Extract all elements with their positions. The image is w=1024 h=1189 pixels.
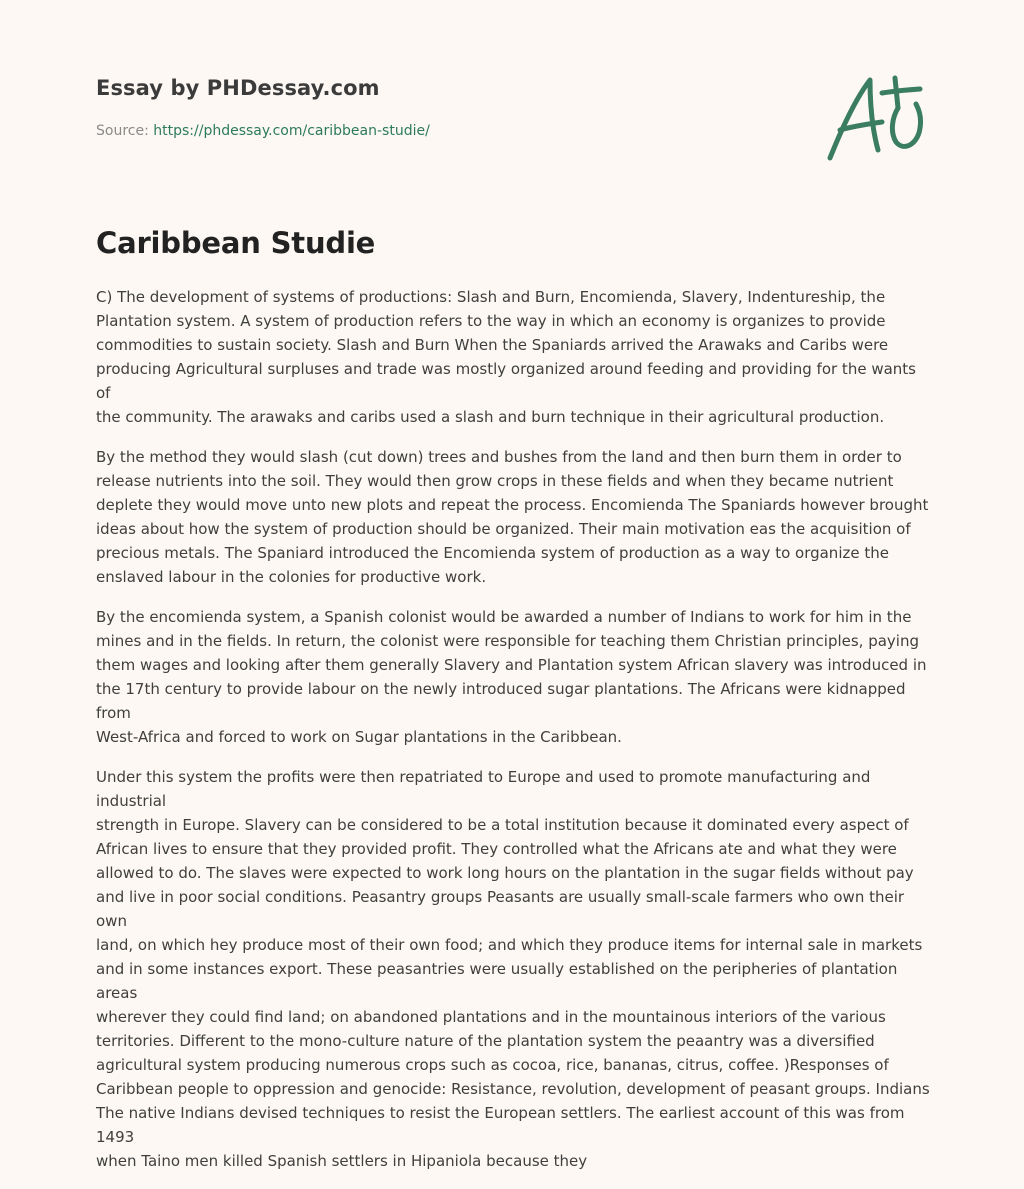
paragraph: C) The development of systems of productions: Slash and Burn, Encomienda, Slavery, Indentureship, the Plantation system. A system of production refers to the way in which an economy is organizes to provide commodities to sustain society. Slash and Burn When the Spaniards arrived the Arawaks and Caribs were producing Agricultural surpluses and trade was mostly organized around feeding and providing for the wants of the community. The arawaks and caribs used a slash and burn technique in their agricultural production. <box>96 288 916 426</box>
source-label: Source: <box>96 123 149 139</box>
essay-body <box>96 285 932 1189</box>
paragraph: By the encomienda system, a Spanish colonist would be awarded a number of Indians to work for him in the mines and in the fields. In return, the colonist were responsible for teaching them Christian principles, paying them wages and looking after them generally Slavery and Plantation system African slavery was introduced in the 17th century to provide labour on the newly introduced sugar plantations. The Africans were kidnapped from West-Africa and forced to work on Sugar plantations in the Caribbean. <box>96 608 927 746</box>
a-plus-logo-icon <box>820 66 930 166</box>
essay-title: Caribbean Studie <box>96 226 376 260</box>
paragraph: Under this system the profits were then repatriated to Europe and used to promote manufacturing and industrial strength in Europe. Slavery can be considered to be a total institution because it dominated every aspect of African lives to ensure that they provided profit. They controlled what the Africans ate and what they were allowed to do. The slaves were expected to work long hours on the plantation in the sugar fields without pay and live in poor social conditions. Peasantry groups Peasants are usually small-scale farmers who own their own land, on which hey produce most of their own food; and which they produce items for internal sale in markets and in some instances export. These peasantries were usually established on the peripheries of plantation areas wherever they could find land; on abandoned plantations and in the mountainous interiors of the various territories. Different to the mono-culture nature of the plantation system the peaantry was a diversified agricultural system producing numerous crops such as cocoa, rice, bananas, citrus, coffee. )Responses of Caribbean people to oppression and genocide: Resistance, revolution, development of peasant groups. Indians The native Indians devised techniques to resist the European settlers. The earliest account of this was from 1493 when Taino men killed Spanish settlers in Hipaniola because they <box>96 768 930 1170</box>
essay-header <box>96 76 796 139</box>
brand-title: Essay by PHDessay.com <box>96 76 380 100</box>
source-link[interactable]: https://phdessay.com/caribbean-studie/ <box>153 123 430 139</box>
paragraph: By the method they would slash (cut down) trees and bushes from the land and then burn them in order to release nutrients into the soil. They would then grow crops in these fields and when they became nutrient deplete they would move unto new plots and repeat the process. Encomienda The Spaniards however brought ideas about how the system of production should be organized. Their main motivation eas the acquisition of precious metals. The Spaniard introduced the Encomienda system of production as a way to organize the enslaved labour in the colonies for productive work. <box>96 448 929 586</box>
source-line <box>96 123 430 139</box>
